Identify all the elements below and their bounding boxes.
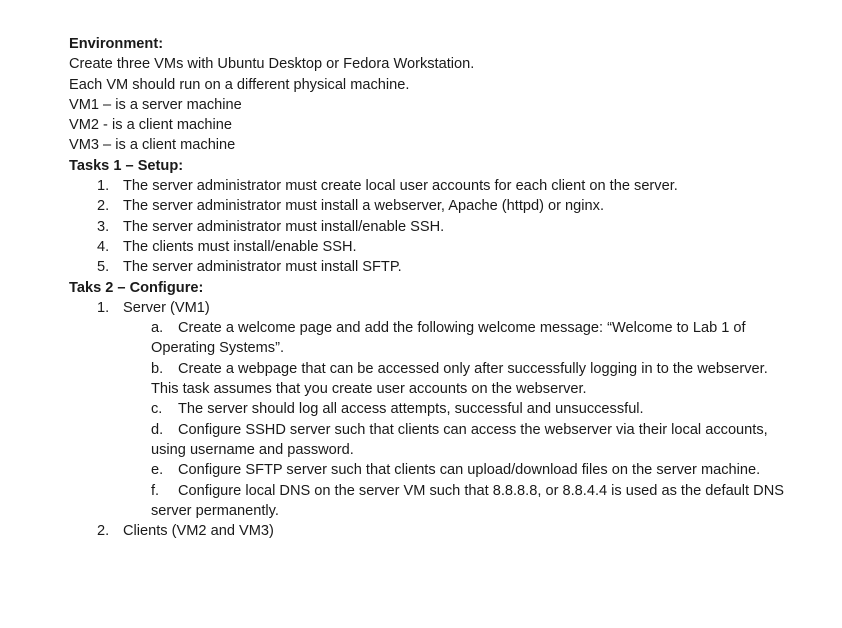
- list-number: 1.: [97, 299, 110, 316]
- tasks2-heading: Taks 2 – Configure:: [69, 279, 204, 296]
- sub-letter: a.: [151, 320, 164, 337]
- list-item: [69, 176, 809, 196]
- environment-line: VM1 – is a server machine: [69, 96, 242, 113]
- sub-item: [151, 460, 791, 480]
- list-item: [69, 196, 809, 216]
- list-number: 2.: [97, 523, 110, 540]
- tasks1-heading: Tasks 1 – Setup:: [69, 157, 184, 174]
- list-number: 1.: [97, 178, 110, 195]
- list-item: [69, 257, 809, 277]
- environment-line: VM2 - is a client machine: [69, 117, 233, 134]
- list-number: 2.: [97, 198, 110, 215]
- list-text: The server administrator must install/enable SSH.: [123, 218, 445, 235]
- list-text: The server administrator must install a webserver, Apache (httpd) or nginx.: [123, 198, 604, 215]
- environment-line: Create three VMs with Ubuntu Desktop or Fedora Workstation.: [69, 56, 475, 73]
- document-body: [69, 34, 809, 541]
- sub-item: [151, 318, 791, 359]
- list-item: [69, 217, 809, 237]
- sub-text: The server should log all access attempts, successful and unsuccessful.: [178, 401, 644, 418]
- sub-text: Create a welcome page and add the following welcome message: “Welcome to Lab 1 of Operating Systems”.: [151, 320, 746, 357]
- sub-text: Configure SFTP server such that clients can upload/download files on the server machine.: [178, 462, 761, 479]
- list-number: 3.: [97, 218, 110, 235]
- list-text: The server administrator must install SFTP.: [123, 259, 402, 276]
- sub-letter: e.: [151, 462, 164, 479]
- list-number: 5.: [97, 259, 110, 276]
- list-text: The server administrator must create local user accounts for each client on the server.: [123, 178, 678, 195]
- sub-letter: d.: [151, 421, 164, 438]
- list-item: [69, 237, 809, 257]
- sub-item: [151, 359, 791, 400]
- environment-line: Each VM should run on a different physical machine.: [69, 76, 410, 93]
- sub-text: Create a webpage that can be accessed only after successfully logging in to the webserver. This task assumes that you create user accounts on the webserver.: [151, 360, 768, 398]
- list-text: Server (VM1): [123, 299, 210, 316]
- sub-item: [151, 481, 791, 522]
- list-text: Clients (VM2 and VM3): [123, 523, 274, 540]
- sub-text: Configure local DNS on the server VM such that 8.8.8.8, or 8.8.4.4 is used as the default DNS server permanently.: [151, 482, 784, 519]
- list-item-server: [69, 298, 809, 318]
- environment-line: VM3 – is a client machine: [69, 137, 236, 154]
- environment-heading: Environment:: [69, 36, 164, 52]
- list-item-clients: [69, 521, 809, 541]
- list-number: 4.: [97, 238, 110, 255]
- sub-text: Configure SSHD server such that clients can access the webserver via their local accounts, using username and password.: [151, 421, 768, 458]
- sub-letter: c.: [151, 401, 163, 418]
- list-text: The clients must install/enable SSH.: [123, 238, 357, 255]
- sub-letter: f.: [151, 482, 160, 499]
- sub-item: [151, 420, 791, 461]
- sub-letter: b.: [151, 360, 164, 377]
- sub-item: [151, 399, 791, 419]
